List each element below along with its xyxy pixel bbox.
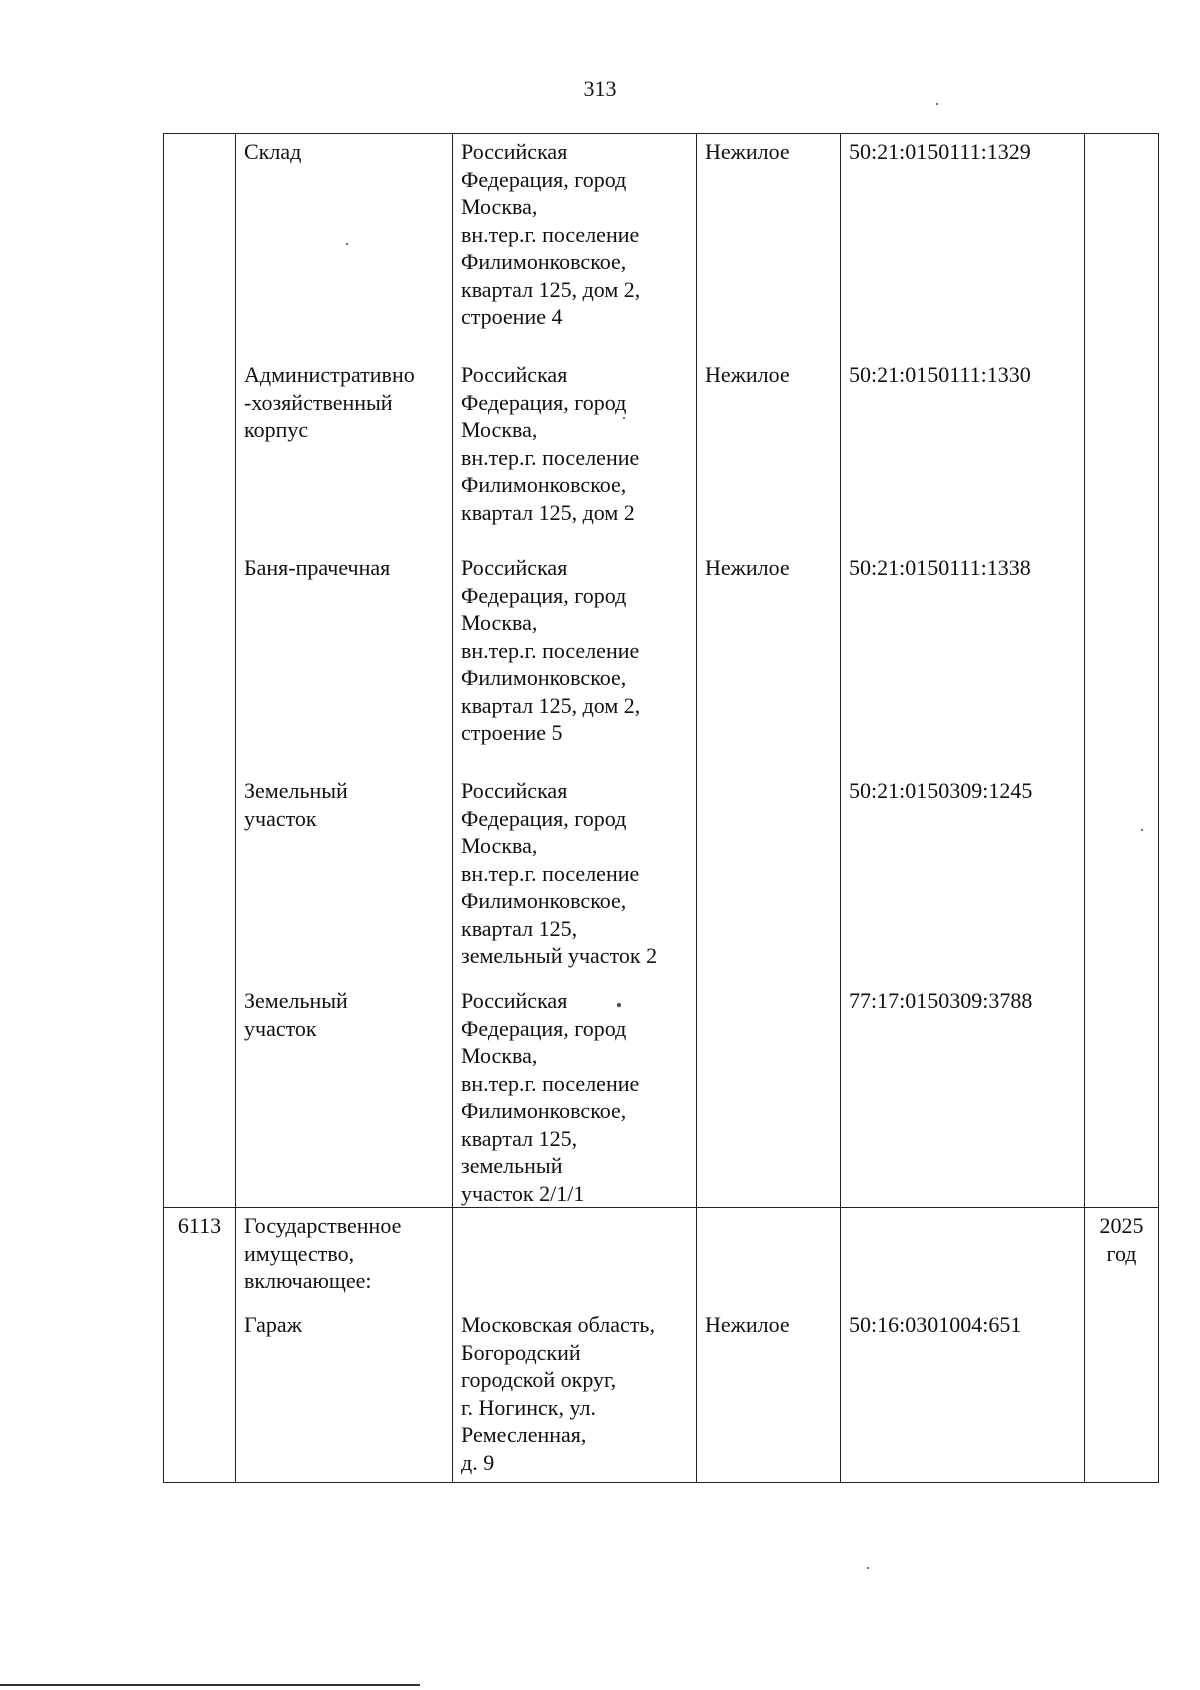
term-year-cell [1085, 983, 1159, 1208]
scan-speck [936, 103, 938, 105]
object-address [453, 1208, 696, 1212]
object-purpose [697, 773, 840, 777]
object-address-cell [453, 357, 697, 550]
table-row [164, 357, 1159, 550]
scan-speck [346, 243, 348, 245]
term-year-cell [1085, 134, 1159, 358]
object-address-cell [453, 983, 697, 1208]
table-row [164, 983, 1159, 1208]
term-year-cell [1085, 550, 1159, 773]
cadastral-number-cell [841, 1208, 1085, 1308]
object-address-cell [453, 773, 697, 983]
object-name-cell [236, 1208, 453, 1308]
object-address: Московская область, Богородский городской округ, г. Ногинск, ул. Ремесленная, д. 9 [461, 1312, 655, 1475]
cadastral-number: 50:21:0150111:1338 [849, 555, 1031, 580]
cadastral-number [841, 1208, 1084, 1212]
scan-speck [623, 417, 625, 419]
object-purpose-cell [697, 1307, 841, 1483]
bottom-rule [0, 1684, 420, 1686]
object-address: Российская Федерация, город Москва, вн.тер.г. поселение Филимонковское, квартал 125, дом 2, строение 5 [461, 555, 641, 745]
row-number-cell [164, 1208, 236, 1308]
term-year [1085, 134, 1158, 138]
object-purpose-cell [697, 773, 841, 983]
object-address-cell [453, 550, 697, 773]
object-purpose-cell [697, 134, 841, 358]
object-name-cell [236, 134, 453, 358]
object-address: Российская Федерация, город Москва, вн.тер.г. поселение Филимонковское, квартал 125, земельный участок 2/1/1 [461, 988, 640, 1206]
row-number [164, 983, 235, 987]
object-address-cell [453, 1208, 697, 1308]
row-number-cell [164, 550, 236, 773]
object-name: Гараж [244, 1312, 302, 1337]
object-name: Склад [244, 139, 302, 164]
row-number-cell [164, 134, 236, 358]
cadastral-number: 77:17:0150309:3788 [849, 988, 1033, 1013]
object-purpose-cell [697, 550, 841, 773]
scan-speck [867, 1567, 869, 1569]
term-year-cell [1085, 1208, 1159, 1308]
row-number [164, 773, 235, 777]
object-purpose-cell [697, 1208, 841, 1308]
object-address: Российская Федерация, город Москва, вн.тер.г. поселение Филимонковское, квартал 125, дом 2 [461, 362, 640, 525]
scan-speck [1141, 829, 1143, 831]
object-name-cell [236, 773, 453, 983]
term-year-cell [1085, 773, 1159, 983]
scan-speck [617, 1003, 621, 1007]
cadastral-number-cell [841, 134, 1085, 358]
object-name: Баня-прачечная [244, 555, 391, 580]
cadastral-number-cell [841, 1307, 1085, 1483]
object-purpose-cell [697, 357, 841, 550]
object-name: Земельный участок [244, 988, 348, 1041]
object-purpose-cell [697, 983, 841, 1208]
table-row [164, 134, 1159, 358]
object-purpose: Нежилое [705, 555, 790, 580]
object-purpose: Нежилое [705, 139, 790, 164]
property-table [163, 133, 1159, 1483]
table-row [164, 1307, 1159, 1483]
term-year [1085, 357, 1158, 361]
object-name: Земельный участок [244, 778, 348, 831]
term-year [1085, 773, 1158, 777]
object-purpose [697, 983, 840, 987]
object-name-cell [236, 357, 453, 550]
cadastral-number: 50:16:0301004:651 [849, 1312, 1022, 1337]
table-row [164, 773, 1159, 983]
table-row [164, 1208, 1159, 1308]
term-year [1085, 983, 1158, 987]
object-purpose: Нежилое [705, 362, 790, 387]
row-number-cell [164, 357, 236, 550]
row-number: 6113 [177, 1213, 222, 1238]
term-year [1085, 550, 1158, 554]
cadastral-number-cell [841, 550, 1085, 773]
object-address-cell [453, 1307, 697, 1483]
row-number-cell [164, 773, 236, 983]
row-number [164, 134, 235, 138]
table-row [164, 550, 1159, 773]
cadastral-number: 50:21:0150111:1329 [849, 139, 1031, 164]
object-name: Государственное имущество, включающее: [244, 1213, 402, 1293]
object-name-cell [236, 983, 453, 1208]
object-address: Российская Федерация, город Москва, вн.тер.г. поселение Филимонковское, квартал 125, дом 2, строение 4 [461, 139, 641, 329]
table-body [164, 134, 1159, 1483]
cadastral-number: 50:21:0150309:1245 [849, 778, 1033, 803]
page-number: 313 [583, 76, 617, 101]
object-name-cell [236, 550, 453, 773]
object-address: Российская Федерация, город Москва, вн.тер.г. поселение Филимонковское, квартал 125, земельный участок 2 [461, 778, 658, 968]
term-year-cell [1085, 1307, 1159, 1483]
row-number [164, 1307, 235, 1311]
object-purpose [697, 1208, 840, 1212]
cadastral-number-cell [841, 357, 1085, 550]
row-number-cell [164, 983, 236, 1208]
object-name-cell [236, 1307, 453, 1483]
object-address-cell [453, 134, 697, 358]
row-number [164, 550, 235, 554]
cadastral-number: 50:21:0150111:1330 [849, 362, 1031, 387]
cadastral-number-cell [841, 773, 1085, 983]
term-year: 2025 год [1099, 1213, 1144, 1266]
term-year [1085, 1307, 1158, 1311]
term-year-cell [1085, 357, 1159, 550]
object-purpose: Нежилое [705, 1312, 790, 1337]
cadastral-number-cell [841, 983, 1085, 1208]
row-number [164, 357, 235, 361]
object-name: Административно -хозяйственный корпус [244, 362, 415, 442]
row-number-cell [164, 1307, 236, 1483]
